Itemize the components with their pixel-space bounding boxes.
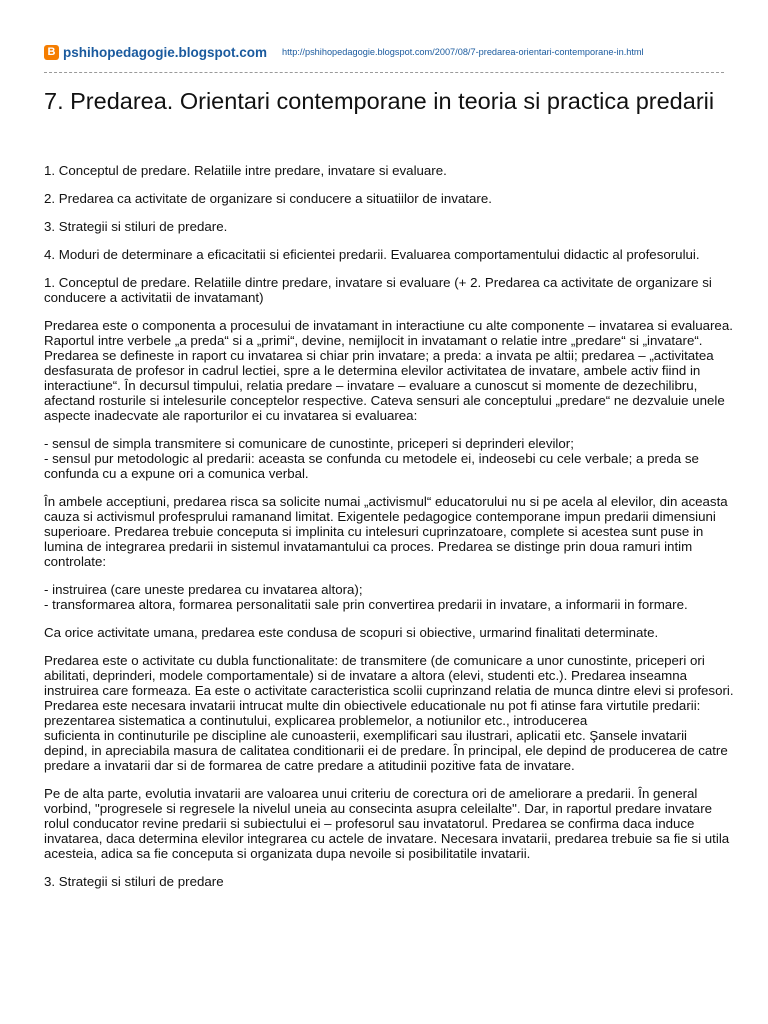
site-name-link[interactable]: pshihopedagogie.blogspot.com bbox=[63, 44, 267, 60]
paragraph-line: suficienta in continuturile pe discipline ale cunoasterii, exemplificari sau ilustrari, aplicatii etc. Şansele invatarii depind, in apreciabila masura de calitatea conditionarii ei de predare. În principal, ele depind de producerea de catre predare a invatarii dar si de formarea de catre predare a atitudinii pozitive fata de invatare. bbox=[44, 728, 728, 773]
article-body bbox=[44, 163, 734, 902]
header-divider bbox=[44, 72, 724, 73]
paragraph-line: Predarea este o activitate cu dubla functionalitate: de transmitere (de comunicare a unor cunostinte, priceperi ori abilitati, deprinderi, modele comportamentale) si de invatare a altora (elevi, studenti etc.). Predarea inseamna instruirea care formeaza. Ea este o activitate caracteristica scolii cuprinzand relatia de munca dintre elevi si profesori. Predarea este necesara invatarii intrucat multe din obiectivele educationale nu pot fi atinse fara virtutile predarii: prezentarea sistematica a continutului, explicarea problemelor, a notiunilor etc., introducerea bbox=[44, 653, 734, 728]
paragraph: 1. Conceptul de predare. Relatiile intre predare, invatare si evaluare. bbox=[44, 163, 447, 178]
paragraph bbox=[44, 436, 734, 481]
paragraph-line: - instruirea (care uneste predarea cu invatarea altora); bbox=[44, 582, 363, 597]
blogger-logo-icon: B bbox=[44, 45, 59, 60]
paragraph-line: - sensul de simpla transmitere si comunicare de cunostinte, priceperi si deprinderi elevilor; bbox=[44, 436, 574, 451]
paragraph: În ambele acceptiuni, predarea risca sa solicite numai „activismul“ educatorului nu si pe acela al elevilor, din aceasta cauza si activismul profesprului ramanand limitat. Exigentele pedagogice contemporane impun predarii dimensiuni superioare. Predarea trebuie conceputa si implinita cu intelesuri cuprinzatoare, complete si acestea sunt puse in lumina de integrarea predarii in sistemul invatamantului ca proces. Predarea se distinge prin doua ramuri intim controlate: bbox=[44, 494, 728, 569]
paragraph-line: - sensul pur metodologic al predarii: aceasta se confunda cu metodele ei, indeosebi cu cele verbale; a preda se confunda cu a expune ori a comunica verbal. bbox=[44, 451, 699, 481]
paragraph: Ca orice activitate umana, predarea este condusa de scopuri si obiective, urmarind finalitati determinate. bbox=[44, 625, 659, 640]
paragraph: Pe de alta parte, evolutia invatarii are valoarea unui criteriu de corectura ori de ameliorare a predarii. În general vorbind, "progresele si regresele la nivelul uneia au consecinta asupra celeilalte". Dar, in raportul predare invatare rolul conducator revine predarii si subiectului ei – profesorul sau invatatorul. Predarea se confirma daca induce invatarea, daca determina elevilor integrarea cu actele de invatare. Necesara invatarii, predarea trebuie sa fie si utila acesteia, adica sa fie conceputa si organizata dupa nevoile si posibilitatile invatarii. bbox=[44, 786, 730, 861]
source-url-link[interactable]: http://pshihopedagogie.blogspot.com/2007/08/7-predarea-orientari-contemporane-in.html bbox=[282, 47, 644, 57]
paragraph bbox=[44, 653, 734, 773]
paragraph: 3. Strategii si stiluri de predare bbox=[44, 874, 224, 889]
paragraph: 1. Conceptul de predare. Relatiile dintre predare, invatare si evaluare (+ 2. Predarea ca activitate de organizare si conducere a activitatii de invatamant) bbox=[44, 275, 712, 305]
paragraph bbox=[44, 582, 734, 612]
paragraph: 4. Moduri de determinare a eficacitatii si eficientei predarii. Evaluarea comportamentului didactic al profesorului. bbox=[44, 247, 700, 262]
paragraph-line: - transformarea altora, formarea personalitatii sale prin convertirea predarii in invatare, a informarii in formare. bbox=[44, 597, 688, 612]
paragraph: 2. Predarea ca activitate de organizare si conducere a situatiilor de invatare. bbox=[44, 191, 492, 206]
paragraph: 3. Strategii si stiluri de predare. bbox=[44, 219, 228, 234]
page-header bbox=[44, 41, 724, 63]
paragraph: Predarea este o componenta a procesului de invatamant in interactiune cu alte componente – invatarea si evaluarea. Raportul intre verbele „a preda“ si a „primi“, devine, nemijlocit in invatamant o relatie intre „predare“ si „invatare“. Predarea se defineste in raport cu invatarea si chiar prin invatare; a preda: a invata pe altii; predarea – „activitatea desfasurata de profesor in cadrul lectiei, spre a le determina elevilor activitatea de invatare, ambele activ fiind in interactiune“. În decursul timpului, relatia predare – invatare – evaluare a cunoscut si momente de dezechilibru, afectand rosturile si intelesurile conceptelor respective. Cateva sensuri ale conceptului „predare“ ne dezvaluie unele aspecte inadecvate ale raporturilor ei cu invatarea si evaluarea: bbox=[44, 318, 733, 423]
page-title: 7. Predarea. Orientari contemporane in teoria si practica predarii bbox=[44, 88, 715, 114]
